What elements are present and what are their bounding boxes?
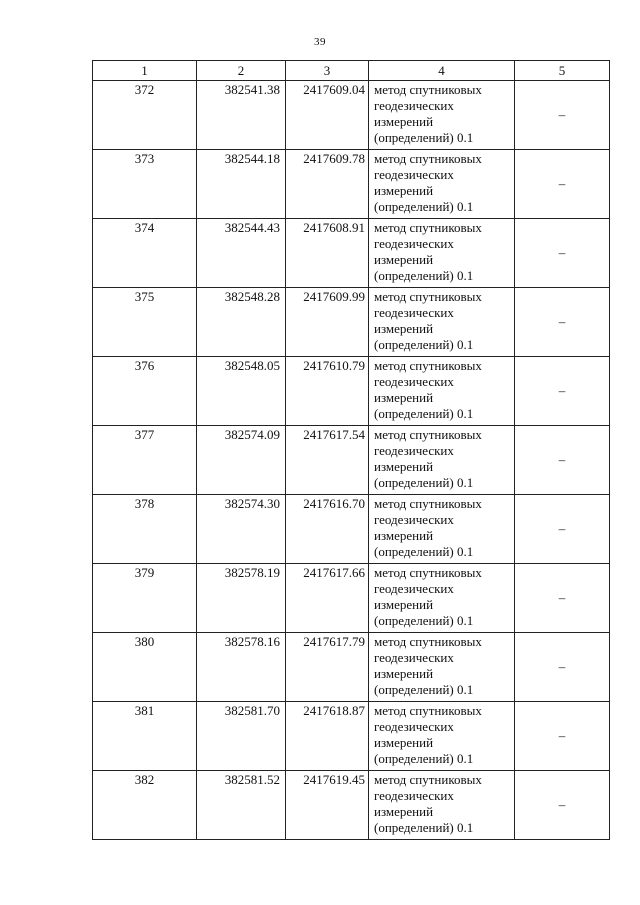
method-text-line: метод спутниковых bbox=[374, 703, 482, 718]
method-text-line: (определений) 0.1 bbox=[374, 682, 474, 697]
method-text-line: измерений bbox=[374, 183, 434, 198]
table-row bbox=[93, 702, 610, 771]
method-cell bbox=[369, 495, 515, 564]
method-text-line: измерений bbox=[374, 252, 434, 267]
method-text-line: метод спутниковых bbox=[374, 565, 482, 580]
point-number-cell: 376 bbox=[93, 357, 197, 426]
x-coordinate-cell: 382581.70 bbox=[197, 702, 286, 771]
column5-cell bbox=[515, 495, 610, 564]
method-text-line: метод спутниковых bbox=[374, 82, 482, 97]
dash-mark: – bbox=[558, 659, 566, 674]
dash-mark: – bbox=[558, 797, 566, 812]
method-text-line: геодезических bbox=[374, 443, 454, 458]
method-text-line: геодезических bbox=[374, 788, 454, 803]
y-coordinate-cell: 2417617.54 bbox=[286, 426, 369, 495]
coordinates-table bbox=[92, 60, 610, 840]
method-text-line: (определений) 0.1 bbox=[374, 268, 474, 283]
column5-cell bbox=[515, 150, 610, 219]
column5-cell bbox=[515, 288, 610, 357]
column-header: 4 bbox=[369, 61, 515, 81]
column5-cell bbox=[515, 219, 610, 288]
method-cell bbox=[369, 633, 515, 702]
y-coordinate-cell: 2417617.79 bbox=[286, 633, 369, 702]
x-coordinate-cell: 382544.18 bbox=[197, 150, 286, 219]
method-cell bbox=[369, 150, 515, 219]
table-row bbox=[93, 426, 610, 495]
y-coordinate-cell: 2417618.87 bbox=[286, 702, 369, 771]
method-cell bbox=[369, 426, 515, 495]
method-text-line: измерений bbox=[374, 459, 434, 474]
table-row bbox=[93, 357, 610, 426]
method-text-line: (определений) 0.1 bbox=[374, 130, 474, 145]
method-text-line: измерений bbox=[374, 735, 434, 750]
method-text-line: (определений) 0.1 bbox=[374, 820, 474, 835]
point-number-cell: 374 bbox=[93, 219, 197, 288]
x-coordinate-cell: 382544.43 bbox=[197, 219, 286, 288]
y-coordinate-cell: 2417609.78 bbox=[286, 150, 369, 219]
point-number-cell: 380 bbox=[93, 633, 197, 702]
x-coordinate-cell: 382548.28 bbox=[197, 288, 286, 357]
method-text-line: геодезических bbox=[374, 581, 454, 596]
method-text-line: геодезических bbox=[374, 650, 454, 665]
method-text-line: метод спутниковых bbox=[374, 772, 482, 787]
table-row bbox=[93, 633, 610, 702]
method-text-line: метод спутниковых bbox=[374, 289, 482, 304]
method-cell bbox=[369, 564, 515, 633]
page-number: 39 bbox=[314, 36, 326, 48]
x-coordinate-cell: 382581.52 bbox=[197, 771, 286, 840]
method-cell bbox=[369, 771, 515, 840]
point-number-cell: 378 bbox=[93, 495, 197, 564]
method-cell bbox=[369, 81, 515, 150]
method-cell bbox=[369, 357, 515, 426]
method-text-line: геодезических bbox=[374, 512, 454, 527]
dash-mark: – bbox=[558, 245, 566, 260]
x-coordinate-cell: 382574.30 bbox=[197, 495, 286, 564]
method-text-line: метод спутниковых bbox=[374, 358, 482, 373]
dash-mark: – bbox=[558, 383, 566, 398]
point-number-cell: 382 bbox=[93, 771, 197, 840]
x-coordinate-cell: 382541.38 bbox=[197, 81, 286, 150]
table-row bbox=[93, 495, 610, 564]
method-text-line: метод спутниковых bbox=[374, 427, 482, 442]
table-row bbox=[93, 219, 610, 288]
dash-mark: – bbox=[558, 728, 566, 743]
column-header: 1 bbox=[93, 61, 197, 81]
method-cell bbox=[369, 288, 515, 357]
column5-cell bbox=[515, 426, 610, 495]
method-text-line: измерений bbox=[374, 390, 434, 405]
y-coordinate-cell: 2417610.79 bbox=[286, 357, 369, 426]
method-text-line: метод спутниковых bbox=[374, 151, 482, 166]
method-text-line: геодезических bbox=[374, 719, 454, 734]
method-text-line: (определений) 0.1 bbox=[374, 199, 474, 214]
method-text-line: (определений) 0.1 bbox=[374, 406, 474, 421]
method-text-line: геодезических bbox=[374, 98, 454, 113]
x-coordinate-cell: 382578.16 bbox=[197, 633, 286, 702]
table-row bbox=[93, 81, 610, 150]
table-row bbox=[93, 150, 610, 219]
table-row bbox=[93, 288, 610, 357]
column-header: 5 bbox=[515, 61, 610, 81]
column5-cell bbox=[515, 633, 610, 702]
table-row bbox=[93, 564, 610, 633]
point-number-cell: 379 bbox=[93, 564, 197, 633]
method-text-line: измерений bbox=[374, 597, 434, 612]
dash-mark: – bbox=[558, 314, 566, 329]
table-body bbox=[93, 81, 610, 840]
x-coordinate-cell: 382578.19 bbox=[197, 564, 286, 633]
y-coordinate-cell: 2417619.45 bbox=[286, 771, 369, 840]
table-row bbox=[93, 771, 610, 840]
point-number-cell: 373 bbox=[93, 150, 197, 219]
point-number-cell: 381 bbox=[93, 702, 197, 771]
point-number-cell: 377 bbox=[93, 426, 197, 495]
dash-mark: – bbox=[558, 107, 566, 122]
point-number-cell: 375 bbox=[93, 288, 197, 357]
method-text-line: (определений) 0.1 bbox=[374, 544, 474, 559]
column5-cell bbox=[515, 564, 610, 633]
y-coordinate-cell: 2417608.91 bbox=[286, 219, 369, 288]
point-number-cell: 372 bbox=[93, 81, 197, 150]
method-text-line: измерений bbox=[374, 114, 434, 129]
method-text-line: измерений bbox=[374, 666, 434, 681]
method-text-line: метод спутниковых bbox=[374, 220, 482, 235]
column-header: 3 bbox=[286, 61, 369, 81]
method-text-line: метод спутниковых bbox=[374, 496, 482, 511]
method-cell bbox=[369, 219, 515, 288]
column5-cell bbox=[515, 702, 610, 771]
x-coordinate-cell: 382548.05 bbox=[197, 357, 286, 426]
y-coordinate-cell: 2417617.66 bbox=[286, 564, 369, 633]
method-text-line: измерений bbox=[374, 804, 434, 819]
method-text-line: (определений) 0.1 bbox=[374, 475, 474, 490]
dash-mark: – bbox=[558, 521, 566, 536]
method-text-line: метод спутниковых bbox=[374, 634, 482, 649]
method-text-line: геодезических bbox=[374, 167, 454, 182]
y-coordinate-cell: 2417616.70 bbox=[286, 495, 369, 564]
method-text-line: измерений bbox=[374, 321, 434, 336]
x-coordinate-cell: 382574.09 bbox=[197, 426, 286, 495]
method-text-line: (определений) 0.1 bbox=[374, 337, 474, 352]
column-header: 2 bbox=[197, 61, 286, 81]
table-header-row bbox=[93, 61, 610, 81]
y-coordinate-cell: 2417609.99 bbox=[286, 288, 369, 357]
method-text-line: измерений bbox=[374, 528, 434, 543]
column5-cell bbox=[515, 357, 610, 426]
column5-cell bbox=[515, 81, 610, 150]
method-text-line: (определений) 0.1 bbox=[374, 613, 474, 628]
y-coordinate-cell: 2417609.04 bbox=[286, 81, 369, 150]
column5-cell bbox=[515, 771, 610, 840]
method-cell bbox=[369, 702, 515, 771]
dash-mark: – bbox=[558, 590, 566, 605]
method-text-line: геодезических bbox=[374, 305, 454, 320]
dash-mark: – bbox=[558, 452, 566, 467]
method-text-line: (определений) 0.1 bbox=[374, 751, 474, 766]
method-text-line: геодезических bbox=[374, 236, 454, 251]
dash-mark: – bbox=[558, 176, 566, 191]
method-text-line: геодезических bbox=[374, 374, 454, 389]
